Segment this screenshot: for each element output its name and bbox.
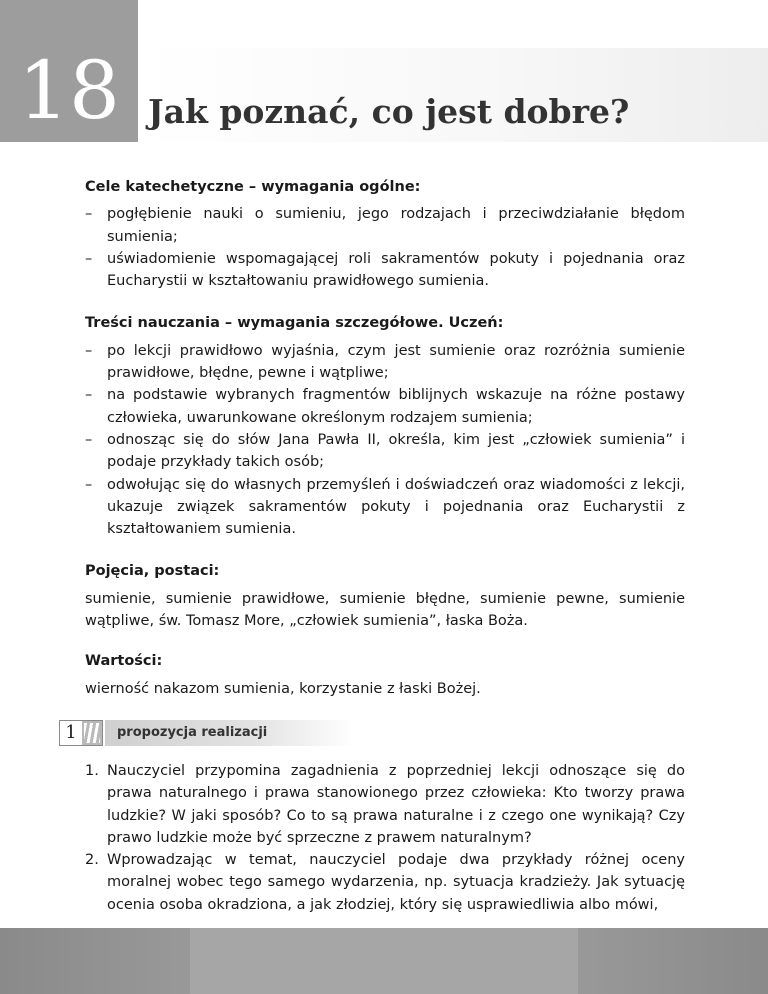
goals-heading: Cele katechetyczne – wymagania ogólne:: [85, 179, 421, 195]
list-item: [85, 340, 685, 385]
cards-icon: [84, 723, 100, 743]
step-number: 2.: [85, 852, 99, 869]
values-text: wierność nakazom sumienia, korzystanie z łaski Bożej.: [85, 680, 481, 697]
page-footer: [0, 928, 768, 994]
list-item: [85, 474, 685, 541]
step-item: [85, 760, 685, 849]
list-item: [85, 429, 685, 474]
page-number: 76: [364, 12, 404, 47]
dash: –: [85, 431, 93, 448]
list-item-text: odwołując się do własnych przemyśleń i doświadczeń oraz wiadomości z lekcji, ukazuje związek sakramentów pokuty i pojednania oraz Eucharystii z kształtowaniem sumienia.: [107, 476, 685, 538]
proposal-label: propozycja realizacji: [117, 724, 268, 740]
content-list: [85, 340, 685, 541]
chapter-number: 18: [18, 44, 120, 137]
step-number: 1.: [85, 762, 99, 779]
list-item-text: odnosząc się do słów Jana Pawła II, określa, kim jest „człowiek sumienia” i podaje przykłady takich osób;: [107, 431, 685, 471]
list-item: [85, 203, 685, 248]
list-item-text: uświadomienie wspomagającej roli sakramentów pokuty i pojednania oraz Eucharystii w kształtowaniu prawidłowego sumienia.: [107, 250, 685, 290]
dash: –: [85, 342, 93, 359]
dash: –: [85, 206, 93, 223]
goals-section: [85, 176, 685, 292]
list-item: [85, 384, 685, 429]
content-section: [85, 312, 685, 540]
goals-list: [85, 203, 685, 292]
page-content: [65, 176, 685, 916]
list-item-text: pogłębienie nauki o sumieniu, jego rodzajach i przeciwdziałanie błędom sumienia;: [107, 206, 685, 245]
dash: –: [85, 250, 93, 267]
step-text: Nauczyciel przypomina zagadnienia z poprzedniej lekcji odnoszące się do prawa naturalnego i prawa stanowionego przez człowieka: Kto tworzy prawa ludzkie? W jaki sposób? Co to są prawa naturalne i z czego one wynikają? Czy prawo ludzkie może być sprzeczne z prawem naturalnym?: [107, 762, 685, 846]
content-heading: Treści nauczania – wymagania szczegółowe. Uczeń:: [85, 315, 504, 332]
list-item: [85, 248, 685, 293]
steps-list: [85, 760, 685, 916]
dash: –: [85, 387, 93, 404]
step-item: [85, 849, 685, 916]
proposal-badge: [59, 720, 103, 746]
page-title: Jak poznać, co jest dobre?: [148, 92, 630, 131]
footer-center: [190, 928, 578, 994]
proposal-bar: [105, 720, 355, 746]
dash: –: [85, 476, 93, 493]
values-heading: Wartości:: [85, 653, 163, 670]
step-text: Wprowadzając w temat, nauczyciel podaje dwa przykłady różnej oceny moralnej wobec tego samego wydarzenia, np. sytuacja kradzieży. Jak sytuację ocenia osoba okradziona, a jak złodziej, który się usprawiedliwia albo mówi,: [107, 852, 685, 913]
values-section: [85, 650, 685, 700]
concepts-section: [85, 560, 685, 632]
list-item-text: na podstawie wybranych fragmentów biblijnych wskazuje na różne postawy człowieka, uwarunkowane określonym rodzajem sumienia;: [107, 387, 685, 426]
concepts-heading: Pojęcia, postaci:: [85, 563, 220, 580]
concepts-text: sumienie, sumienie prawidłowe, sumienie błędne, sumienie pewne, sumienie wątpliwe, św. Tomasz More, „człowiek sumienia”, łaska Boża.: [85, 590, 685, 630]
proposal-header: [59, 720, 685, 746]
proposal-number: 1: [60, 721, 82, 745]
list-item-text: po lekcji prawidłowo wyjaśnia, czym jest sumienie oraz rozróżnia sumienie prawidłowe, błędne, pewne i wątpliwe;: [107, 342, 685, 382]
